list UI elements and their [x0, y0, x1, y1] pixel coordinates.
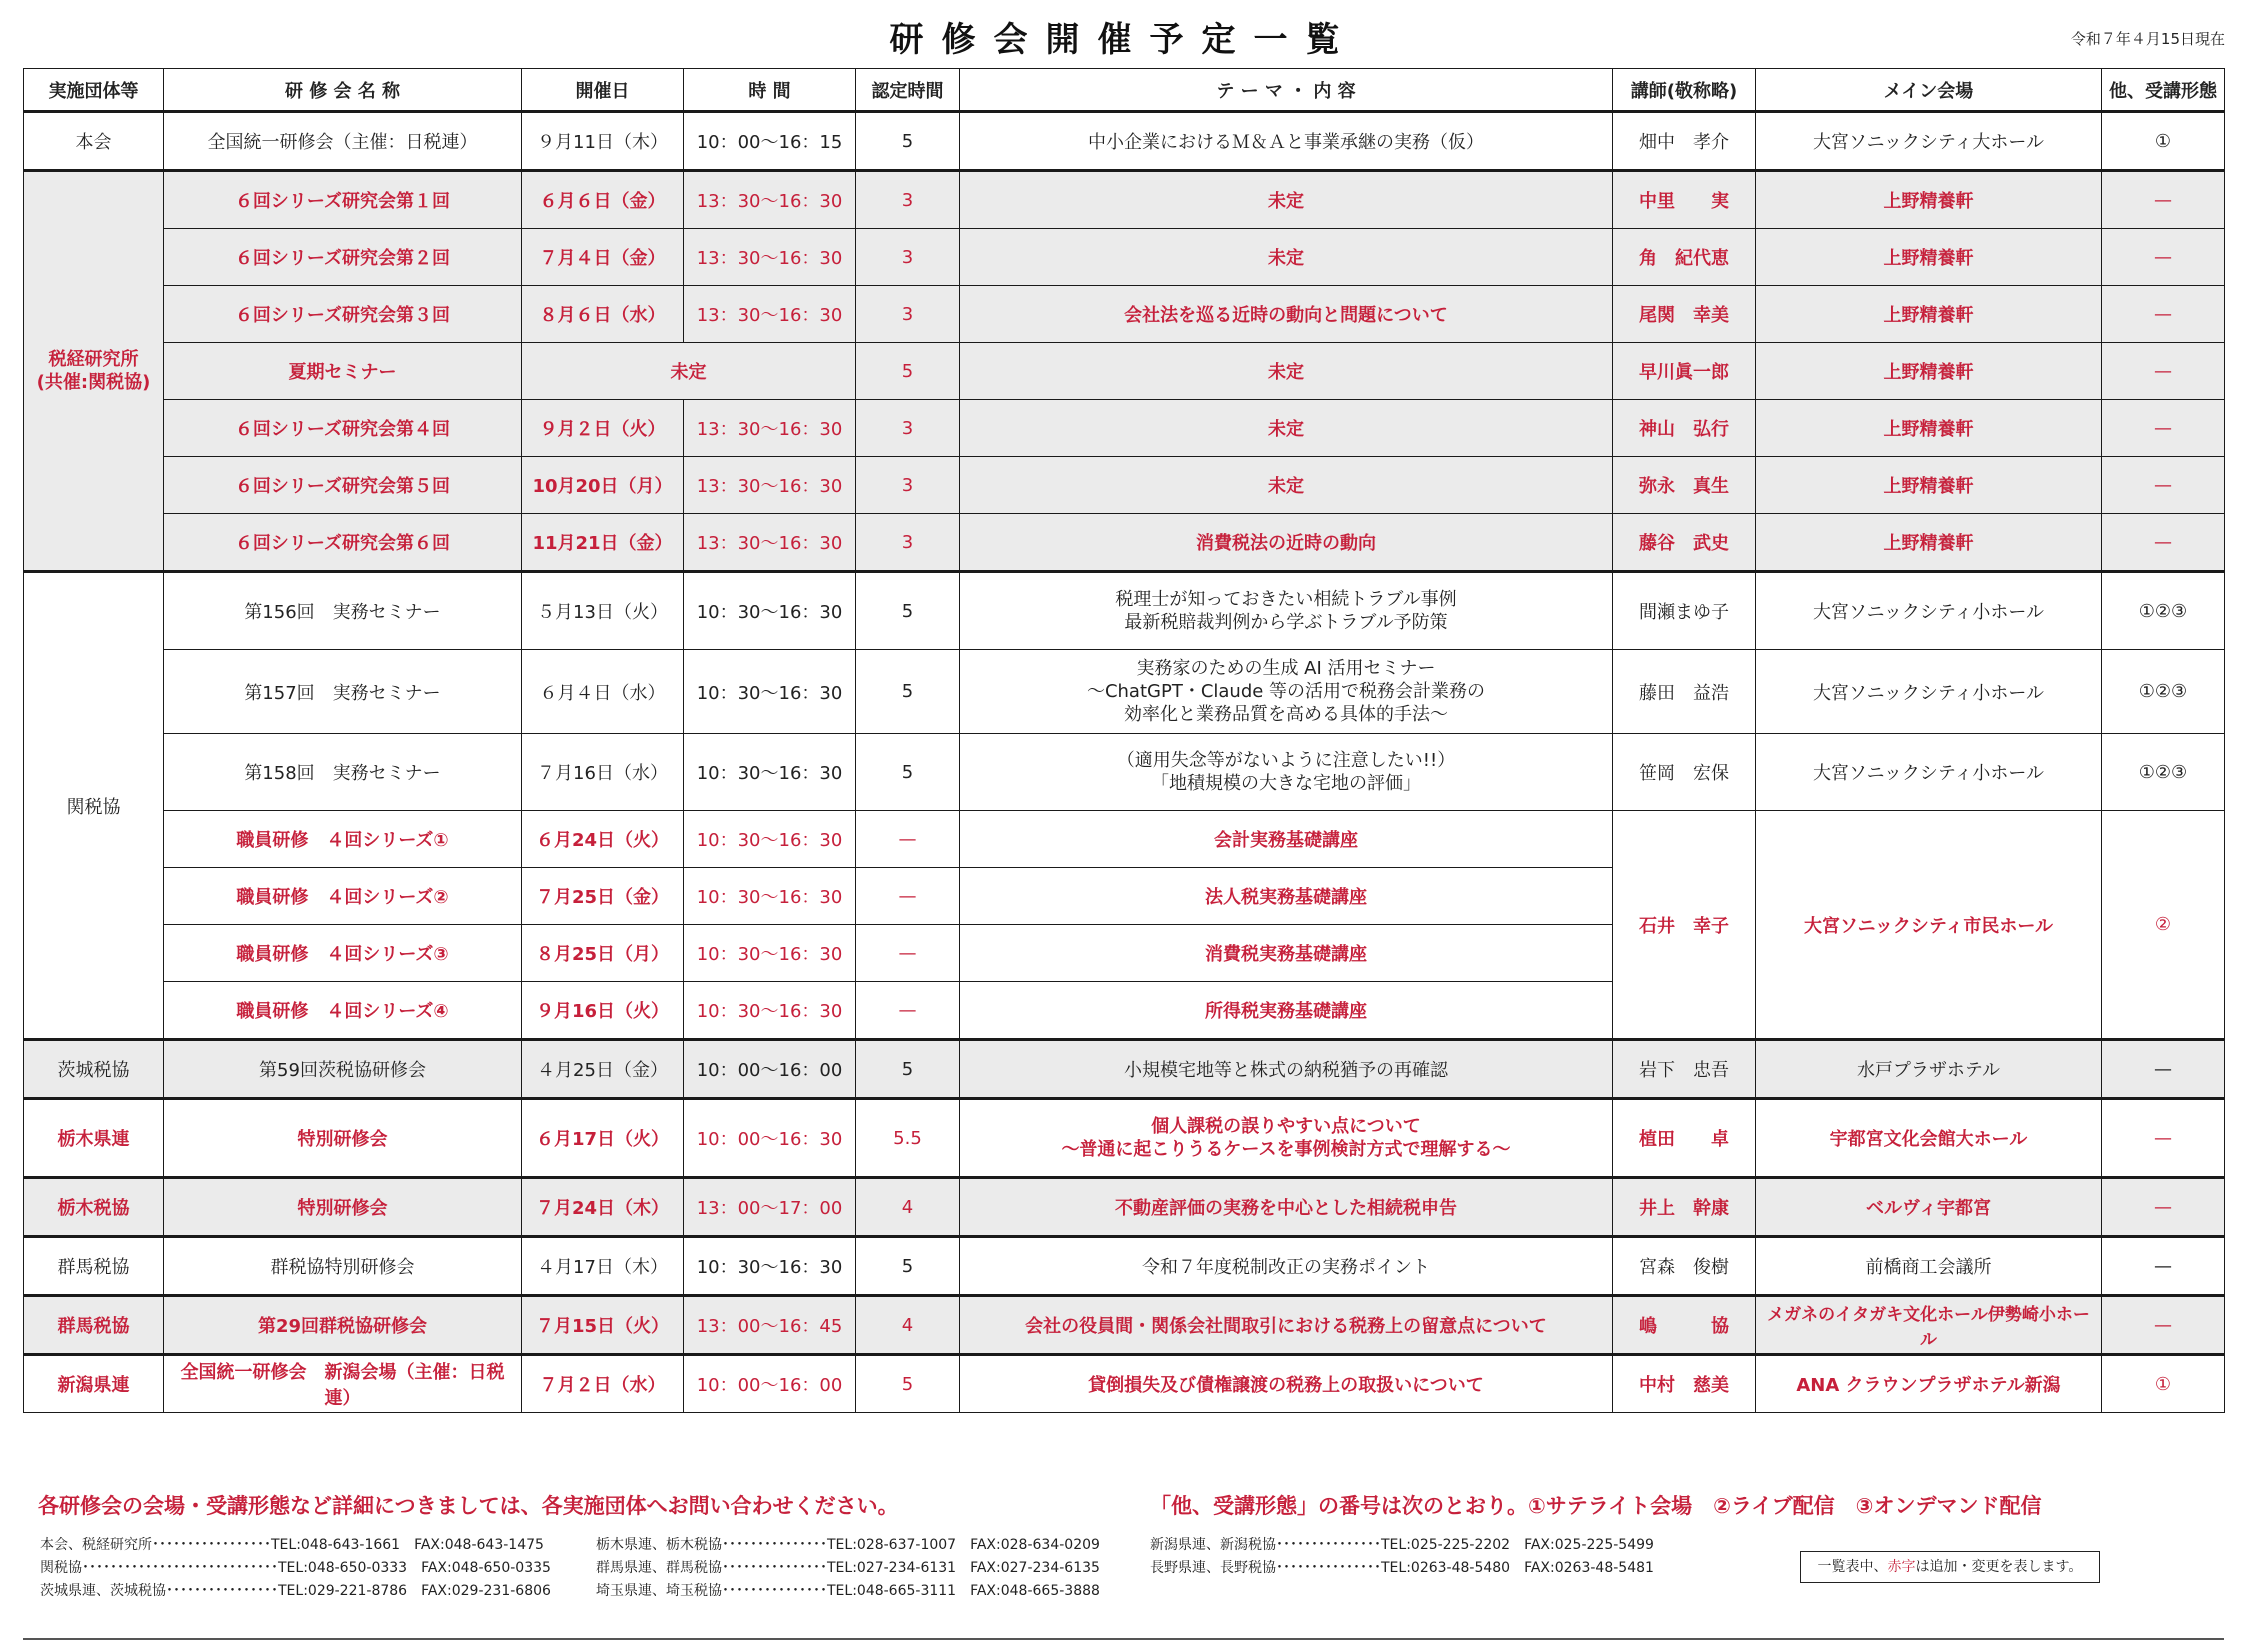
course-hours: 3 — [856, 457, 960, 514]
contact-list — [1150, 1534, 1654, 1580]
table-row — [24, 572, 2225, 650]
course-venue: 大宮ソニックシティ小ホール — [1756, 572, 2102, 650]
course-date: ６月24日（火） — [522, 811, 684, 868]
header-date: 開催日 — [522, 69, 684, 112]
course-name: 第29回群税協研修会 — [164, 1296, 522, 1355]
table-row — [24, 457, 2225, 514]
course-venue: 大宮ソニックシティ大ホール — [1756, 112, 2102, 171]
course-time: 10：30～16：30 — [684, 811, 856, 868]
header-name: 研 修 会 名 称 — [164, 69, 522, 112]
contact-line: 埼玉県連、埼玉税協･･･････････････TEL:048-665-3111 FAX:048-665-3888 — [596, 1583, 1100, 1599]
table-row — [24, 650, 2225, 734]
header-venue: メイン会場 — [1756, 69, 2102, 112]
course-hours: 5 — [856, 1355, 960, 1413]
course-theme: 未定 — [960, 171, 1613, 229]
contact-line: 新潟県連、新潟税協･･･････････････TEL:025-225-2202 FAX:025-225-5499 — [1150, 1537, 1654, 1553]
bottom-rule — [23, 1638, 2224, 1640]
course-name: 全国統一研修会 新潟会場（主催：日税連） — [164, 1355, 522, 1413]
course-lecturer: 弥永 真生 — [1613, 457, 1756, 514]
course-format: — — [2102, 1099, 2225, 1178]
course-date: ９月11日（木） — [522, 112, 684, 171]
course-date: ７月24日（木） — [522, 1178, 684, 1237]
table-header-row — [24, 69, 2225, 112]
course-date: ６月６日（金） — [522, 171, 684, 229]
course-format: ① — [2102, 112, 2225, 171]
contact-line: 長野県連、長野税協･･･････････････TEL:0263-48-5480 FAX:0263-48-5481 — [1150, 1560, 1654, 1576]
course-theme: 会社の役員間・関係会社間取引における税務上の留意点について — [960, 1296, 1613, 1355]
course-time: 10：30～16：30 — [684, 572, 856, 650]
course-theme: 法人税実務基礎講座 — [960, 868, 1613, 925]
course-lecturer: 神山 弘行 — [1613, 400, 1756, 457]
course-date: ５月13日（火） — [522, 572, 684, 650]
course-date: ９月２日（火） — [522, 400, 684, 457]
course-venue: 大宮ソニックシティ小ホール — [1756, 650, 2102, 734]
inquiry-notice: 各研修会の会場・受講形態など詳細につきましては、各実施団体へお問い合わせください。 — [38, 1494, 899, 1518]
course-format: — — [2102, 514, 2225, 572]
org-cell: 群馬税協 — [24, 1237, 164, 1296]
course-time: 10：30～16：30 — [684, 982, 856, 1040]
course-hours: 5 — [856, 650, 960, 734]
course-venue: 前橋商工会議所 — [1756, 1237, 2102, 1296]
course-theme: 所得税実務基礎講座 — [960, 982, 1613, 1040]
course-venue: 水戸プラザホテル — [1756, 1040, 2102, 1099]
course-name: ６回シリーズ研究会第３回 — [164, 286, 522, 343]
course-theme: 中小企業におけるＭ＆Ａと事業承継の実務（仮） — [960, 112, 1613, 171]
course-time: 10：30～16：30 — [684, 734, 856, 811]
course-time: 13：30～16：30 — [684, 229, 856, 286]
course-name: 職員研修 ４回シリーズ③ — [164, 925, 522, 982]
course-time: 13：30～16：30 — [684, 171, 856, 229]
course-venue: ベルヴィ宇都宮 — [1756, 1178, 2102, 1237]
course-theme: （適用失念等がないように注意したい!!） 「地積規模の大きな宅地の評価」 — [960, 734, 1613, 811]
course-venue: 上野精養軒 — [1756, 400, 2102, 457]
course-hours: 3 — [856, 514, 960, 572]
course-theme: 未定 — [960, 229, 1613, 286]
course-time: 13：30～16：30 — [684, 457, 856, 514]
course-name: ６回シリーズ研究会第５回 — [164, 457, 522, 514]
table-row — [24, 1237, 2225, 1296]
course-time: 13：00～16：45 — [684, 1296, 856, 1355]
course-lecturer: 宮森 俊樹 — [1613, 1237, 1756, 1296]
course-venue: 上野精養軒 — [1756, 286, 2102, 343]
course-hours: 5 — [856, 1237, 960, 1296]
course-date: 11月21日（金） — [522, 514, 684, 572]
course-lecturer: 藤谷 武史 — [1613, 514, 1756, 572]
legend-note — [1800, 1551, 2100, 1583]
course-venue: 上野精養軒 — [1756, 229, 2102, 286]
header-theme: テ ー マ ・ 内 容 — [960, 69, 1613, 112]
course-format: ①②③ — [2102, 650, 2225, 734]
course-hours: 4 — [856, 1296, 960, 1355]
course-theme: 令和７年度税制改正の実務ポイント — [960, 1237, 1613, 1296]
course-date: ７月16日（水） — [522, 734, 684, 811]
table-row — [24, 734, 2225, 811]
table-row — [24, 1355, 2225, 1413]
course-name: 第59回茨税協研修会 — [164, 1040, 522, 1099]
course-lecturer: 石井 幸子 — [1613, 811, 1756, 1040]
course-theme: 会計実務基礎講座 — [960, 811, 1613, 868]
course-time: 13：30～16：30 — [684, 286, 856, 343]
course-lecturer: 藤田 益浩 — [1613, 650, 1756, 734]
course-theme: 貸倒損失及び債権譲渡の税務上の取扱いについて — [960, 1355, 1613, 1413]
course-time: 10：00～16：15 — [684, 112, 856, 171]
course-date: ６月17日（火） — [522, 1099, 684, 1178]
course-lecturer: 畑中 孝介 — [1613, 112, 1756, 171]
course-theme: 会社法を巡る近時の動向と問題について — [960, 286, 1613, 343]
course-name: 職員研修 ４回シリーズ② — [164, 868, 522, 925]
table-row — [24, 400, 2225, 457]
course-format: ①②③ — [2102, 734, 2225, 811]
course-name: 職員研修 ４回シリーズ④ — [164, 982, 522, 1040]
course-hours: — — [856, 811, 960, 868]
course-format: — — [2102, 343, 2225, 400]
course-theme: 消費税法の近時の動向 — [960, 514, 1613, 572]
table-row — [24, 171, 2225, 229]
course-hours: 3 — [856, 229, 960, 286]
course-venue: 上野精養軒 — [1756, 514, 2102, 572]
course-date: 10月20日（月） — [522, 457, 684, 514]
course-hours: 3 — [856, 400, 960, 457]
course-venue: 宇都宮文化会館大ホール — [1756, 1099, 2102, 1178]
course-name: 第157回 実務セミナー — [164, 650, 522, 734]
course-date: ７月４日（金） — [522, 229, 684, 286]
course-name: 群税協特別研修会 — [164, 1237, 522, 1296]
course-time: 13：00～17：00 — [684, 1178, 856, 1237]
course-format: — — [2102, 400, 2225, 457]
course-format: — — [2102, 1296, 2225, 1355]
course-format: — — [2102, 286, 2225, 343]
course-date: ８月25日（月） — [522, 925, 684, 982]
contact-line: 茨城県連、茨城税協････････････････TEL:029-221-8786 FAX:029-231-6806 — [40, 1583, 551, 1599]
table-row — [24, 1040, 2225, 1099]
course-time: 10：30～16：30 — [684, 925, 856, 982]
course-hours: 5 — [856, 572, 960, 650]
legend-note-red: 赤字 — [1887, 1559, 1916, 1575]
course-hours: — — [856, 925, 960, 982]
page-title: 研修会開催予定一覧 — [889, 20, 1358, 60]
org-cell: 新潟県連 — [24, 1355, 164, 1413]
course-venue: メガネのイタガキ文化ホール伊勢崎小ホール — [1756, 1296, 2102, 1355]
course-theme: 未定 — [960, 343, 1613, 400]
course-name: 全国統一研修会（主催：日税連） — [164, 112, 522, 171]
org-cell: 群馬税協 — [24, 1296, 164, 1355]
contact-line: 栃木県連、栃木税協･･･････････････TEL:028-637-1007 FAX:028-634-0209 — [596, 1537, 1100, 1553]
course-name: 特別研修会 — [164, 1178, 522, 1237]
course-format: — — [2102, 171, 2225, 229]
org-cell: 栃木税協 — [24, 1178, 164, 1237]
course-time: 13：30～16：30 — [684, 514, 856, 572]
header-time: 時 間 — [684, 69, 856, 112]
table-row — [24, 1296, 2225, 1355]
course-hours: — — [856, 868, 960, 925]
course-venue: 上野精養軒 — [1756, 171, 2102, 229]
course-format: ② — [2102, 811, 2225, 1040]
course-lecturer: 中里 実 — [1613, 171, 1756, 229]
course-hours: 5.5 — [856, 1099, 960, 1178]
course-format: — — [2102, 457, 2225, 514]
course-lecturer: 岩下 忠吾 — [1613, 1040, 1756, 1099]
org-cell: 茨城税協 — [24, 1040, 164, 1099]
course-time: 10：30～16：30 — [684, 1237, 856, 1296]
course-name: ６回シリーズ研究会第２回 — [164, 229, 522, 286]
contact-line: 本会、税経研究所･････････････････TEL:048-643-1661 FAX:048-643-1475 — [40, 1537, 544, 1553]
header-lecturer: 講師(敬称略) — [1613, 69, 1756, 112]
table-row — [24, 811, 2225, 868]
course-venue: 上野精養軒 — [1756, 343, 2102, 400]
format-legend: 「他、受講形態」の番号は次のとおり。①サテライト会場 ②ライブ配信 ③オンデマンド配信 — [1150, 1494, 2042, 1518]
course-hours: 3 — [856, 171, 960, 229]
course-date: ６月４日（水） — [522, 650, 684, 734]
course-lecturer: 中村 慈美 — [1613, 1355, 1756, 1413]
org-cell: 関税協 — [24, 572, 164, 1040]
course-format: — — [2102, 1040, 2225, 1099]
course-theme: 不動産評価の実務を中心とした相続税申告 — [960, 1178, 1613, 1237]
table-row — [24, 286, 2225, 343]
table-row — [24, 229, 2225, 286]
legend-note-prefix: 一覧表中、 — [1817, 1559, 1888, 1575]
course-hours: 5 — [856, 734, 960, 811]
course-date: ７月15日（火） — [522, 1296, 684, 1355]
header-hours: 認定時間 — [856, 69, 960, 112]
table-row — [24, 1099, 2225, 1178]
course-theme: 未定 — [960, 400, 1613, 457]
course-time: 10：00～16：00 — [684, 1355, 856, 1413]
course-venue: 大宮ソニックシティ市民ホール — [1756, 811, 2102, 1040]
course-name: 職員研修 ４回シリーズ① — [164, 811, 522, 868]
course-venue: ANA クラウンプラザホテル新潟 — [1756, 1355, 2102, 1413]
course-date: ７月２日（水） — [522, 1355, 684, 1413]
course-name: 第156回 実務セミナー — [164, 572, 522, 650]
course-date: ９月16日（火） — [522, 982, 684, 1040]
course-date-time: 未定 — [522, 343, 856, 400]
course-theme: 税理士が知っておきたい相続トラブル事例 最新税賠裁判例から学ぶトラブル予防策 — [960, 572, 1613, 650]
course-theme: 個人課税の誤りやすい点について ～普通に起こりうるケースを事例検討方式で理解する～ — [960, 1099, 1613, 1178]
course-lecturer: 角 紀代恵 — [1613, 229, 1756, 286]
course-format: — — [2102, 1178, 2225, 1237]
contact-line: 群馬県連、群馬税協･･･････････････TEL:027-234-6131 FAX:027-234-6135 — [596, 1560, 1100, 1576]
course-theme: 小規模宅地等と株式の納税猶予の再確認 — [960, 1040, 1613, 1099]
contact-line: 関税協････････････････････････････TEL:048-650-0333 FAX:048-650-0335 — [40, 1560, 551, 1576]
course-lecturer: 嶋 協 — [1613, 1296, 1756, 1355]
course-hours: 5 — [856, 343, 960, 400]
schedule-table — [23, 68, 2225, 1413]
table-row — [24, 1178, 2225, 1237]
course-time: 13：30～16：30 — [684, 400, 856, 457]
course-hours: — — [856, 982, 960, 1040]
course-lecturer: 間瀬まゆ子 — [1613, 572, 1756, 650]
course-lecturer: 笹岡 宏保 — [1613, 734, 1756, 811]
table-row — [24, 343, 2225, 400]
course-theme: 未定 — [960, 457, 1613, 514]
course-name: ６回シリーズ研究会第６回 — [164, 514, 522, 572]
course-lecturer: 早川眞一郎 — [1613, 343, 1756, 400]
course-theme: 実務家のための生成 AI 活用セミナー ～ChatGPT・Claude 等の活用で税務会計業務の 効率化と業務品質を高める具体的手法～ — [960, 650, 1613, 734]
table-row — [24, 112, 2225, 171]
course-lecturer: 井上 幹康 — [1613, 1178, 1756, 1237]
course-lecturer: 植田 卓 — [1613, 1099, 1756, 1178]
course-format: — — [2102, 229, 2225, 286]
course-hours: 5 — [856, 1040, 960, 1099]
course-name: 夏期セミナー — [164, 343, 522, 400]
course-time: 10：30～16：30 — [684, 868, 856, 925]
contact-list — [596, 1534, 1100, 1603]
table-row — [24, 514, 2225, 572]
org-cell: 税経研究所 (共催:関税協) — [24, 171, 164, 572]
header-format: 他、受講形態 — [2102, 69, 2225, 112]
org-cell: 本会 — [24, 112, 164, 171]
course-venue: 上野精養軒 — [1756, 457, 2102, 514]
course-date: ４月25日（金） — [522, 1040, 684, 1099]
course-format: — — [2102, 1237, 2225, 1296]
course-name: 特別研修会 — [164, 1099, 522, 1178]
course-time: 10：00～16：00 — [684, 1040, 856, 1099]
course-time: 10：30～16：30 — [684, 650, 856, 734]
legend-note-suffix: は追加・変更を表します。 — [1915, 1559, 2083, 1575]
course-date: ７月25日（金） — [522, 868, 684, 925]
contact-list — [40, 1534, 551, 1603]
course-theme: 消費税実務基礎講座 — [960, 925, 1613, 982]
course-hours: 5 — [856, 112, 960, 171]
org-cell: 栃木県連 — [24, 1099, 164, 1178]
course-lecturer: 尾関 幸美 — [1613, 286, 1756, 343]
course-date: ４月17日（木） — [522, 1237, 684, 1296]
course-date: ８月６日（水） — [522, 286, 684, 343]
course-format: ①②③ — [2102, 572, 2225, 650]
course-hours: 4 — [856, 1178, 960, 1237]
course-time: 10：00～16：30 — [684, 1099, 856, 1178]
course-name: ６回シリーズ研究会第１回 — [164, 171, 522, 229]
header-org: 実施団体等 — [24, 69, 164, 112]
course-venue: 大宮ソニックシティ小ホール — [1756, 734, 2102, 811]
course-hours: 3 — [856, 286, 960, 343]
course-name: ６回シリーズ研究会第４回 — [164, 400, 522, 457]
as-of-date: 令和７年４月15日現在 — [2070, 30, 2225, 48]
course-format: ① — [2102, 1355, 2225, 1413]
course-name: 第158回 実務セミナー — [164, 734, 522, 811]
